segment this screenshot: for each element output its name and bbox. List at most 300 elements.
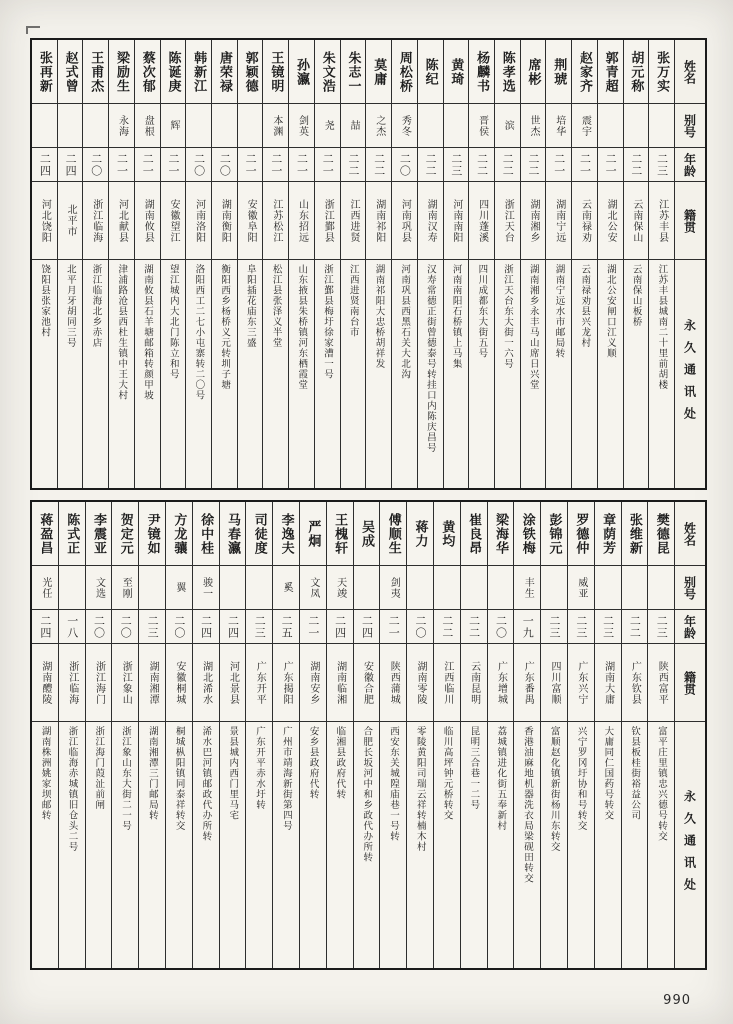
native-place-cell: 江苏丰县 xyxy=(649,182,674,260)
person-column xyxy=(407,502,434,968)
person-column xyxy=(263,40,289,488)
native-place-cell: 四川富顺 xyxy=(541,644,567,722)
alias-cell xyxy=(624,104,649,148)
name-cell: 司徒度 xyxy=(246,502,272,566)
entries-top xyxy=(32,40,675,488)
native-place-cell: 广东揭阳 xyxy=(273,644,299,722)
age-cell: 二一 xyxy=(300,610,326,644)
native-place-cell: 江西临川 xyxy=(434,644,460,722)
native-place-cell: 江西进贤 xyxy=(341,182,366,260)
address-cell: 湖南湘乡永丰马山席日兴堂 xyxy=(527,264,539,390)
age-cell: 二四 xyxy=(32,148,57,182)
person-column xyxy=(354,502,381,968)
address-cell: 富顺赵化镇新街杨川东转交 xyxy=(548,726,560,852)
alias-cell xyxy=(461,566,487,610)
name-cell: 赵家齐 xyxy=(572,40,597,104)
alias-cell: 翼 xyxy=(166,566,192,610)
address-cell: 临川高坪钟元桥转交 xyxy=(441,726,453,821)
name-cell: 李震亚 xyxy=(86,502,112,566)
age-cell: 二一 xyxy=(289,148,314,182)
directory-table-top xyxy=(30,38,707,490)
person-column xyxy=(366,40,392,488)
person-column xyxy=(112,502,139,968)
address-cell: 衡阳西乡杨桥义元转圳子塘 xyxy=(219,264,231,390)
alias-cell xyxy=(354,566,380,610)
address-cell: 大庸同仁国药号转交 xyxy=(602,726,614,821)
address-cell: 湖南攸县石羊塘邮箱转颜甲坡 xyxy=(141,264,153,401)
name-cell: 章荫芳 xyxy=(595,502,621,566)
alias-cell: 世杰 xyxy=(521,104,546,148)
age-cell: 二一 xyxy=(109,148,134,182)
name-cell: 严炯 xyxy=(300,502,326,566)
person-column xyxy=(32,40,58,488)
person-column xyxy=(418,40,444,488)
name-cell: 赵式曾 xyxy=(58,40,83,104)
alias-cell: 剑夷 xyxy=(380,566,406,610)
name-cell: 荆琥 xyxy=(546,40,571,104)
alias-cell: 尧 xyxy=(315,104,340,148)
age-cell: 二一 xyxy=(135,148,160,182)
person-column xyxy=(193,502,220,968)
age-cell: 二三 xyxy=(649,148,674,182)
name-cell: 吴成 xyxy=(354,502,380,566)
age-cell: 二三 xyxy=(139,610,165,644)
alias-cell: 骏一 xyxy=(193,566,219,610)
alias-cell xyxy=(434,566,460,610)
native-place-cell: 河南洛阳 xyxy=(186,182,211,260)
age-cell: 二一 xyxy=(315,148,340,182)
alias-cell xyxy=(83,104,108,148)
age-cell: 二四 xyxy=(32,610,58,644)
person-column xyxy=(315,40,341,488)
native-place-cell: 浙江象山 xyxy=(112,644,138,722)
address-cell: 浙江鄞县梅圩徐家漕一号 xyxy=(322,264,334,380)
alias-cell: 至刚 xyxy=(112,566,138,610)
person-column xyxy=(649,40,675,488)
address-cell: 浙江海门葭沚前闸 xyxy=(93,726,105,810)
alias-cell xyxy=(212,104,237,148)
alias-cell: 滨 xyxy=(495,104,520,148)
person-column xyxy=(444,40,470,488)
native-place-cell: 湖南安乡 xyxy=(300,644,326,722)
row-label-age: 年龄 xyxy=(675,610,705,644)
address-cell: 云南保山板桥 xyxy=(630,264,642,327)
address-cell: 浙江天台东大街一六号 xyxy=(502,264,514,369)
alias-cell: 之杰 xyxy=(366,104,391,148)
native-place-cell: 云南保山 xyxy=(624,182,649,260)
age-cell: 二三 xyxy=(541,610,567,644)
address-cell: 山东掖县朱桥镇河东栖霞堂 xyxy=(296,264,308,390)
native-place-cell: 河南南阳 xyxy=(444,182,469,260)
name-cell: 席彬 xyxy=(521,40,546,104)
age-cell: 二〇 xyxy=(166,610,192,644)
name-cell: 方龙骧 xyxy=(166,502,192,566)
age-cell: 二四 xyxy=(220,610,246,644)
person-column xyxy=(300,502,327,968)
native-place-cell: 湖北浠水 xyxy=(193,644,219,722)
address-cell: 浙江象山东大街二一号 xyxy=(120,726,132,831)
alias-cell: 喆 xyxy=(341,104,366,148)
name-cell: 贺定元 xyxy=(112,502,138,566)
name-cell: 周松桥 xyxy=(392,40,417,104)
age-cell: 一八 xyxy=(59,610,85,644)
address-cell: 松江县张泽义半堂 xyxy=(270,264,282,348)
age-cell: 二一 xyxy=(161,148,186,182)
address-cell: 云南禄劝县兴龙村 xyxy=(579,264,591,348)
alias-cell xyxy=(220,566,246,610)
native-place-cell: 云南昆明 xyxy=(461,644,487,722)
age-cell: 二三 xyxy=(444,148,469,182)
age-cell: 二一 xyxy=(572,148,597,182)
name-cell: 尹镜如 xyxy=(139,502,165,566)
age-cell: 二三 xyxy=(595,610,621,644)
native-place-cell: 湖南祁阳 xyxy=(366,182,391,260)
person-column xyxy=(380,502,407,968)
name-cell: 王槐轩 xyxy=(327,502,353,566)
address-cell: 浠水巴河镇邮政代办所转 xyxy=(200,726,212,842)
person-column xyxy=(135,40,161,488)
name-cell: 马春瀛 xyxy=(220,502,246,566)
native-place-cell: 浙江临海 xyxy=(59,644,85,722)
person-column xyxy=(109,40,135,488)
alias-cell: 光任 xyxy=(32,566,58,610)
person-column xyxy=(246,502,273,968)
age-cell: 二〇 xyxy=(212,148,237,182)
age-cell: 二二 xyxy=(624,148,649,182)
name-cell: 崔良昂 xyxy=(461,502,487,566)
name-cell: 孙瀛 xyxy=(289,40,314,104)
native-place-cell: 江苏松江 xyxy=(263,182,288,260)
person-column xyxy=(595,502,622,968)
address-cell: 江西进贤南台市 xyxy=(347,264,359,338)
native-place-cell: 湖南零陵 xyxy=(407,644,433,722)
native-place-cell: 广东钦县 xyxy=(622,644,648,722)
address-cell: 河南南阳石桥镇上马集 xyxy=(450,264,462,369)
address-cell: 浙江临海北乡赤店 xyxy=(90,264,102,348)
page-number: 990 xyxy=(663,993,691,1008)
native-place-cell: 湖南湘乡 xyxy=(521,182,546,260)
native-place-cell: 浙江鄞县 xyxy=(315,182,340,260)
native-place-cell: 安徽望江 xyxy=(161,182,186,260)
name-cell: 陈孝选 xyxy=(495,40,520,104)
person-column xyxy=(488,502,515,968)
age-cell: 二二 xyxy=(622,610,648,644)
row-label-alias: 别号 xyxy=(675,104,705,148)
person-column xyxy=(273,502,300,968)
person-column xyxy=(461,502,488,968)
name-cell: 郭颖德 xyxy=(238,40,263,104)
age-cell: 二四 xyxy=(193,610,219,644)
age-cell: 二二 xyxy=(521,148,546,182)
name-cell: 胡元称 xyxy=(624,40,649,104)
alias-cell: 培华 xyxy=(546,104,571,148)
native-place-cell: 安徽桐城 xyxy=(166,644,192,722)
age-cell: 二一 xyxy=(598,148,623,182)
person-column xyxy=(186,40,212,488)
alias-cell xyxy=(238,104,263,148)
address-cell: 饶阳县张家池村 xyxy=(39,264,51,338)
native-place-cell: 湖南宁远 xyxy=(546,182,571,260)
person-column xyxy=(139,502,166,968)
alias-cell xyxy=(598,104,623,148)
alias-cell: 丰生 xyxy=(514,566,540,610)
address-cell: 阜阳插花庙东三盛 xyxy=(244,264,256,348)
alias-cell: 文选 xyxy=(86,566,112,610)
age-cell: 二二 xyxy=(461,610,487,644)
person-column xyxy=(568,502,595,968)
person-column xyxy=(541,502,568,968)
age-cell: 二二 xyxy=(366,148,391,182)
address-cell: 洛阳西工二七小屯寨转二〇号 xyxy=(193,264,205,401)
alias-cell xyxy=(59,566,85,610)
alias-cell: 晋侯 xyxy=(469,104,494,148)
alias-cell: 震宇 xyxy=(572,104,597,148)
address-cell: 兴宁罗冈圩协和号转交 xyxy=(575,726,587,831)
native-place-cell: 湖南醴陵 xyxy=(32,644,58,722)
address-cell: 湖南湘潭三门邮局转 xyxy=(146,726,158,821)
name-cell: 唐荣禄 xyxy=(212,40,237,104)
name-cell: 黄琦 xyxy=(444,40,469,104)
address-cell: 荔城镇进化街五奉新村 xyxy=(495,726,507,831)
age-cell: 二五 xyxy=(273,610,299,644)
alias-cell: 剑英 xyxy=(289,104,314,148)
alias-cell: 文凤 xyxy=(300,566,326,610)
name-cell: 梁励生 xyxy=(109,40,134,104)
name-cell: 陈诞庚 xyxy=(161,40,186,104)
name-cell: 郭青超 xyxy=(598,40,623,104)
person-column xyxy=(238,40,264,488)
native-place-cell: 安徽阜阳 xyxy=(238,182,263,260)
alias-cell: 天竣 xyxy=(327,566,353,610)
name-cell: 彭锦元 xyxy=(541,502,567,566)
name-cell: 蔡次郁 xyxy=(135,40,160,104)
name-cell: 朱志一 xyxy=(341,40,366,104)
person-column xyxy=(83,40,109,488)
person-column xyxy=(572,40,598,488)
person-column xyxy=(495,40,521,488)
alias-cell xyxy=(32,104,57,148)
age-cell: 二〇 xyxy=(186,148,211,182)
age-cell: 二一 xyxy=(263,148,288,182)
alias-cell xyxy=(595,566,621,610)
person-column xyxy=(434,502,461,968)
address-cell: 安乡县政府代转 xyxy=(307,726,319,800)
name-cell: 朱文浩 xyxy=(315,40,340,104)
person-column xyxy=(514,502,541,968)
row-label-native-place: 籍贯 xyxy=(675,182,705,260)
age-cell: 二一 xyxy=(546,148,571,182)
person-column xyxy=(648,502,675,968)
person-column xyxy=(624,40,650,488)
native-place-cell: 云南禄劝 xyxy=(572,182,597,260)
native-place-cell: 陕西蒲城 xyxy=(380,644,406,722)
address-cell: 北平月牙胡同三号 xyxy=(64,264,76,348)
person-column xyxy=(598,40,624,488)
name-cell: 张万实 xyxy=(649,40,674,104)
name-cell: 陈纪 xyxy=(418,40,443,104)
address-cell: 四川成都东大街五号 xyxy=(476,264,488,359)
native-place-cell: 湖北公安 xyxy=(598,182,623,260)
age-cell: 二四 xyxy=(354,610,380,644)
native-place-cell: 湖南大庸 xyxy=(595,644,621,722)
age-cell: 二四 xyxy=(327,610,353,644)
age-cell: 二四 xyxy=(58,148,83,182)
address-cell: 湖南祁阳大忠桥胡祥发 xyxy=(373,264,385,369)
row-label-name: 姓名 xyxy=(675,40,705,104)
row-label-column-bottom xyxy=(675,502,705,968)
name-cell: 徐中桂 xyxy=(193,502,219,566)
native-place-cell: 河北景县 xyxy=(220,644,246,722)
person-column xyxy=(32,502,59,968)
alias-cell xyxy=(139,566,165,610)
native-place-cell: 广东开平 xyxy=(246,644,272,722)
person-column xyxy=(469,40,495,488)
name-cell: 莫庸 xyxy=(366,40,391,104)
person-column xyxy=(212,40,238,488)
person-column xyxy=(289,40,315,488)
alias-cell xyxy=(444,104,469,148)
address-cell: 临湘县政府代转 xyxy=(334,726,346,800)
age-cell: 二二 xyxy=(434,610,460,644)
address-cell: 合肥长坂河中和乡政代办所转 xyxy=(361,726,373,863)
age-cell: 二〇 xyxy=(112,610,138,644)
name-cell: 韩新江 xyxy=(186,40,211,104)
row-label-column-top xyxy=(675,40,705,488)
row-label-name: 姓名 xyxy=(675,502,705,566)
native-place-cell: 广东兴宁 xyxy=(568,644,594,722)
native-place-cell: 浙江临海 xyxy=(83,182,108,260)
name-cell: 傅顺生 xyxy=(380,502,406,566)
alias-cell xyxy=(407,566,433,610)
person-column xyxy=(546,40,572,488)
native-place-cell: 河南巩县 xyxy=(392,182,417,260)
address-cell: 香港油麻地机器洗衣局梁砚田转交 xyxy=(521,726,533,884)
name-cell: 蒋力 xyxy=(407,502,433,566)
alias-cell: 本渊 xyxy=(263,104,288,148)
alias-cell: 永海 xyxy=(109,104,134,148)
age-cell: 二〇 xyxy=(392,148,417,182)
name-cell: 王镜明 xyxy=(263,40,288,104)
alias-cell xyxy=(648,566,674,610)
address-cell: 湖南株洲姚家坝邮转 xyxy=(39,726,51,821)
address-cell: 昆明三合巷一二号 xyxy=(468,726,480,810)
age-cell: 二〇 xyxy=(488,610,514,644)
person-column xyxy=(161,40,187,488)
row-label-age: 年龄 xyxy=(675,148,705,182)
alias-cell: 盘根 xyxy=(135,104,160,148)
native-place-cell: 广东番禺 xyxy=(514,644,540,722)
age-cell: 二二 xyxy=(469,148,494,182)
native-place-cell: 湖南攸县 xyxy=(135,182,160,260)
name-cell: 杨麟书 xyxy=(469,40,494,104)
name-cell: 陈式正 xyxy=(59,502,85,566)
address-cell: 西安东关城隍庙巷一号转 xyxy=(388,726,399,842)
person-column xyxy=(341,40,367,488)
directory-table-bottom xyxy=(30,500,707,970)
age-cell: 二〇 xyxy=(83,148,108,182)
person-column xyxy=(392,40,418,488)
row-label-address: 永久通讯处 xyxy=(675,260,705,488)
name-cell: 樊德昆 xyxy=(648,502,674,566)
native-place-cell: 湖南汉寿 xyxy=(418,182,443,260)
name-cell: 蒋盈昌 xyxy=(32,502,58,566)
address-cell: 湖北公安闸口江义顺 xyxy=(604,264,616,359)
native-place-cell: 浙江海门 xyxy=(86,644,112,722)
age-cell: 二〇 xyxy=(407,610,433,644)
address-cell: 桐城枞阳镇同泰祥转交 xyxy=(173,726,185,831)
age-cell: 二三 xyxy=(568,610,594,644)
name-cell: 罗德仲 xyxy=(568,502,594,566)
alias-cell xyxy=(246,566,272,610)
alias-cell xyxy=(186,104,211,148)
age-cell: 二三 xyxy=(648,610,674,644)
age-cell: 一九 xyxy=(514,610,540,644)
alias-cell xyxy=(541,566,567,610)
scan-corner-artifact xyxy=(26,26,40,34)
address-cell: 零陵黄阳司瑞云祥转楠木村 xyxy=(414,726,426,852)
age-cell: 二一 xyxy=(380,610,406,644)
alias-cell xyxy=(58,104,83,148)
native-place-cell: 湖南临湘 xyxy=(327,644,353,722)
alias-cell xyxy=(488,566,514,610)
native-place-cell: 广东增城 xyxy=(488,644,514,722)
age-cell: 二二 xyxy=(495,148,520,182)
person-column xyxy=(220,502,247,968)
row-label-native-place: 籍贯 xyxy=(675,644,705,722)
age-cell: 二一 xyxy=(238,148,263,182)
address-cell: 景县城内西门里马宅 xyxy=(227,726,239,821)
name-cell: 张再新 xyxy=(32,40,57,104)
address-cell: 浙江临海赤城镇旧仓头二号 xyxy=(66,726,78,852)
person-column xyxy=(521,40,547,488)
alias-cell: 辉 xyxy=(161,104,186,148)
address-cell: 河南巩县西黑石关大北沟 xyxy=(399,264,411,380)
native-place-cell: 山东招远 xyxy=(289,182,314,260)
alias-cell xyxy=(622,566,648,610)
address-cell: 广州市靖海新街第四号 xyxy=(280,726,292,831)
name-cell: 李逸夫 xyxy=(273,502,299,566)
address-cell: 津浦路沧县西杜生镇中王大村 xyxy=(116,264,128,401)
native-place-cell: 河北献县 xyxy=(109,182,134,260)
native-place-cell: 四川蓬溪 xyxy=(469,182,494,260)
person-column xyxy=(327,502,354,968)
name-cell: 张维新 xyxy=(622,502,648,566)
age-cell: 二二 xyxy=(418,148,443,182)
age-cell: 二三 xyxy=(246,610,272,644)
address-cell: 富平庄里镇忠兴德号转交 xyxy=(655,726,667,842)
name-cell: 涂铁梅 xyxy=(514,502,540,566)
native-place-cell: 浙江天台 xyxy=(495,182,520,260)
person-column xyxy=(166,502,193,968)
native-place-cell: 河北饶阳 xyxy=(32,182,57,260)
address-cell: 望江城内大北门陈立和号 xyxy=(167,264,179,380)
name-cell: 王甫杰 xyxy=(83,40,108,104)
alias-cell xyxy=(649,104,674,148)
row-label-address: 永久通讯处 xyxy=(675,722,705,968)
person-column xyxy=(58,40,84,488)
age-cell: 二〇 xyxy=(86,610,112,644)
native-place-cell: 安徽合肥 xyxy=(354,644,380,722)
name-cell: 梁海华 xyxy=(488,502,514,566)
alias-cell xyxy=(418,104,443,148)
address-cell: 广东开平赤水圩转 xyxy=(254,726,266,810)
address-cell: 钦县板桂街裕益公司 xyxy=(629,726,641,821)
native-place-cell: 北平市 xyxy=(58,182,83,260)
native-place-cell: 湖南湘潭 xyxy=(139,644,165,722)
native-place-cell: 湖南衡阳 xyxy=(212,182,237,260)
address-cell: 湖南宁远水市邮局转 xyxy=(553,264,565,359)
row-label-alias: 别号 xyxy=(675,566,705,610)
